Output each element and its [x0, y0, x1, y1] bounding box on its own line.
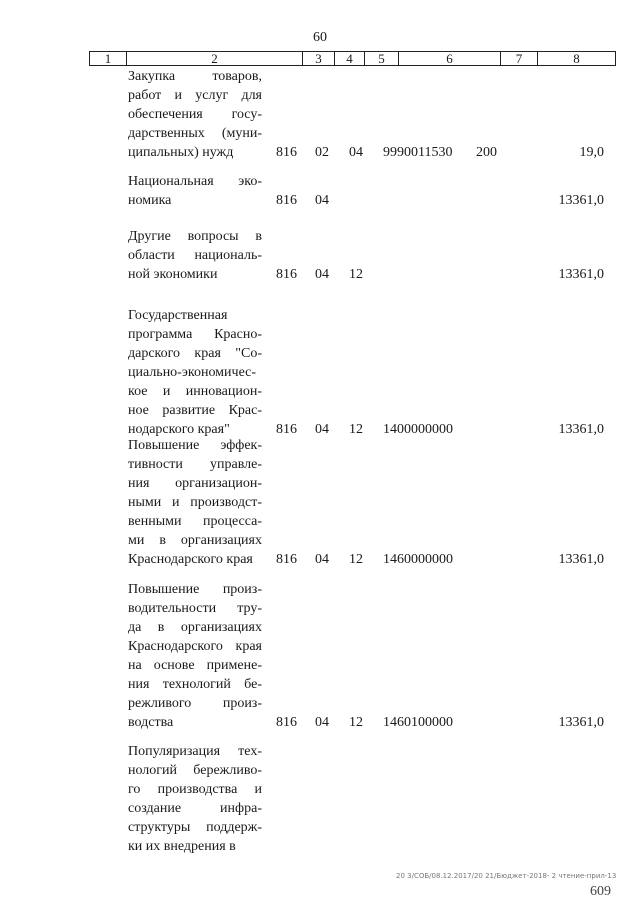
cell-c5: 12 — [349, 422, 363, 437]
cell-c8: 19,0 — [579, 145, 604, 160]
header-cell-5: 5 — [365, 52, 399, 65]
cell-c5: 04 — [349, 145, 363, 160]
cell-c5: 12 — [349, 267, 363, 282]
description-line: Краснодарского края — [128, 639, 262, 654]
cell-c6: 9990011530 — [383, 145, 453, 160]
header-cell-6: 6 — [399, 52, 501, 65]
description-line: номика — [128, 193, 172, 208]
cell-c6: 1400000000 — [383, 422, 453, 437]
cell-c7: 200 — [476, 145, 497, 160]
header-cell-8: 8 — [573, 51, 580, 66]
header-cell-7: 7 — [501, 52, 538, 65]
description-line: тивности управле- — [128, 457, 262, 472]
description-line: дарственных (муни- — [128, 126, 262, 141]
description-line: циально-экономичес- — [128, 365, 257, 380]
cell-c8: 13361,0 — [558, 267, 604, 282]
description-line: ния технологий бе- — [128, 677, 262, 692]
cell-c3: 816 — [276, 145, 297, 160]
description-line: на основе примене- — [128, 658, 262, 673]
row-description — [128, 306, 262, 439]
cell-c5: 12 — [349, 715, 363, 730]
description-line: ния организацион- — [128, 476, 262, 491]
description-line: Популяризация тех- — [128, 744, 262, 759]
cell-c3: 816 — [276, 422, 297, 437]
description-line: Повышение произ- — [128, 582, 262, 597]
description-line: ными и производст- — [128, 495, 262, 510]
cell-c8: 13361,0 — [558, 552, 604, 567]
cell-c4: 04 — [315, 193, 329, 208]
cell-c5: 12 — [349, 552, 363, 567]
cell-c3: 816 — [276, 267, 297, 282]
description-line: программа Красно- — [128, 327, 262, 342]
cell-c6: 1460100000 — [383, 715, 453, 730]
cell-c8: 13361,0 — [558, 193, 604, 208]
description-line: го производства и — [128, 782, 262, 797]
cell-c8: 13361,0 — [558, 715, 604, 730]
cell-c3: 816 — [276, 552, 297, 567]
row-description — [128, 742, 262, 856]
description-line: Национальная эко- — [128, 174, 262, 189]
cell-c4: 04 — [315, 267, 329, 282]
description-line: работ и услуг для — [128, 88, 262, 103]
description-line: водительности тру- — [128, 601, 262, 616]
description-line: структуры поддерж- — [128, 820, 262, 835]
header-cell-2: 2 — [127, 52, 303, 65]
header-cell-4: 4 — [335, 52, 365, 65]
description-line: Повышение эффек- — [128, 438, 262, 453]
description-line: венными процесса- — [128, 514, 262, 529]
description-line: Другие вопросы в — [128, 229, 262, 244]
cell-c4: 04 — [315, 552, 329, 567]
cell-c4: 04 — [315, 422, 329, 437]
row-description — [128, 172, 262, 210]
description-line: водства — [128, 715, 174, 730]
footer-note: 20 3/СОБ/08.12.2017/20 21/Бюджет-2018- 2 чтение-прил-13 — [396, 872, 617, 880]
row-description — [128, 580, 262, 732]
description-line: ное развитие Крас- — [128, 403, 262, 418]
description-line: нодарского края" — [128, 422, 230, 437]
cell-c6: 1460000000 — [383, 552, 453, 567]
description-line: кое и инновацион- — [128, 384, 262, 399]
cell-c3: 816 — [276, 193, 297, 208]
page-number: 60 — [313, 30, 327, 45]
cell-c3: 816 — [276, 715, 297, 730]
header-cell-1: 1 — [90, 52, 127, 65]
description-line: создание инфра- — [128, 801, 262, 816]
description-line: ной экономики — [128, 267, 218, 282]
row-description — [128, 227, 262, 284]
description-line: ки их внедрения в — [128, 839, 236, 854]
description-line: области националь- — [128, 248, 262, 263]
description-line: обеспечения госу- — [128, 107, 262, 122]
description-line: ми в организациях — [128, 533, 262, 548]
description-line: режливого произ- — [128, 696, 262, 711]
header-cell-3: 3 — [303, 52, 335, 65]
row-description — [128, 436, 262, 569]
row-description — [128, 67, 262, 162]
description-line: Краснодарского края — [128, 552, 253, 567]
cell-c4: 02 — [315, 145, 329, 160]
description-line: Закупка товаров, — [128, 69, 262, 84]
cell-c8: 13361,0 — [558, 422, 604, 437]
description-line: ципальных) нужд — [128, 145, 234, 160]
description-line: нологий бережливо- — [128, 763, 262, 778]
footer-page-number: 609 — [590, 884, 611, 899]
cell-c4: 04 — [315, 715, 329, 730]
table-header-row — [89, 51, 616, 66]
description-line: Государственная — [128, 308, 228, 323]
description-line: да в организациях — [128, 620, 262, 635]
description-line: дарского края "Со- — [128, 346, 262, 361]
